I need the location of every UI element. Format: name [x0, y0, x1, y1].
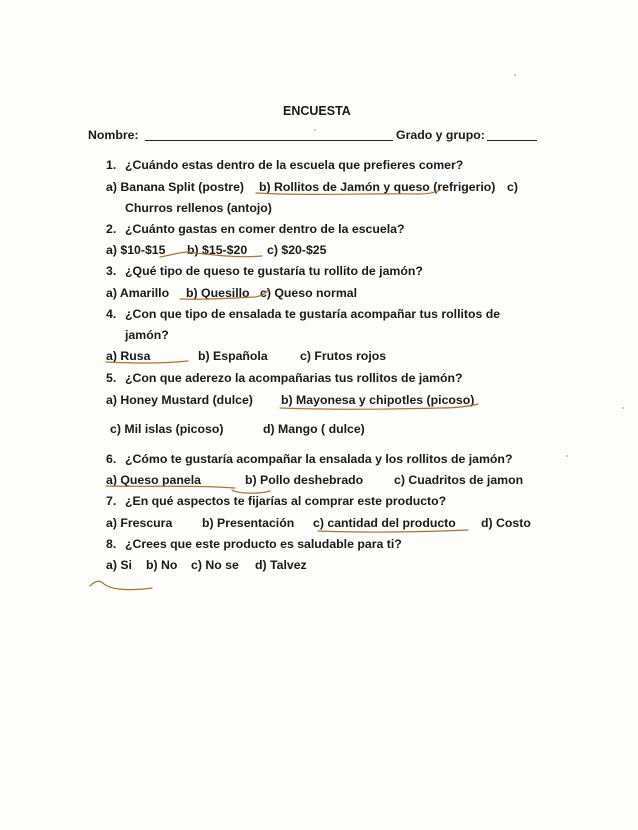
- question-3-number: 3.: [106, 264, 117, 278]
- q5-option-c: c) Mil islas (picoso): [110, 422, 224, 436]
- q7-option-b: b) Presentación: [202, 516, 295, 530]
- q8-answer-mark: [90, 581, 152, 589]
- question-8-text: ¿Crees que este producto es saludable para ti?: [125, 537, 402, 551]
- q5-option-d: d) Mango ( dulce): [263, 422, 365, 436]
- q2-option-a: a) $10-$15: [106, 243, 166, 257]
- scan-speck: [622, 407, 624, 409]
- q7-option-a: a) Frescura: [106, 516, 173, 530]
- q8-option-d: d) Talvez: [255, 558, 307, 572]
- question-5-number: 5.: [106, 371, 117, 385]
- question-1-number: 1.: [106, 158, 117, 172]
- q7-option-d: d) Costo: [481, 516, 531, 530]
- question-2-number: 2.: [106, 222, 117, 236]
- q5-option-a: a) Honey Mustard (dulce): [106, 393, 253, 407]
- q1-option-c-prefix: c): [507, 180, 518, 194]
- question-4-text: ¿Con que tipo de ensalada te gustaría acompañar tus rollitos de: [125, 307, 501, 321]
- q1-option-a: a) Banana Split (postre): [106, 180, 245, 194]
- q1-option-c: Churros rellenos (antojo): [125, 201, 272, 215]
- nombre-label: Nombre:: [88, 128, 139, 142]
- q8-option-c: c) No se: [191, 558, 239, 572]
- question-4-number: 4.: [106, 307, 117, 321]
- q7-underline-mark: [318, 530, 468, 532]
- q8-option-a: a) Si: [106, 558, 132, 572]
- question-5-text: ¿Con que aderezo la acompañarias tus rollitos de jamón?: [125, 371, 463, 385]
- question-6-text: ¿Cómo te gustaría acompañar la ensalada y los rollitos de jamón?: [125, 452, 513, 466]
- question-8-number: 8.: [106, 537, 117, 551]
- q7-option-c: c) cantidad del producto: [313, 516, 456, 530]
- survey-title: ENCUESTA: [283, 104, 351, 118]
- q4-option-c: c) Frutos rojos: [300, 349, 387, 363]
- q4-option-b: b) Española: [198, 349, 268, 363]
- q8-option-b: b) No: [146, 558, 178, 572]
- scan-speck: [566, 455, 568, 457]
- grado-blank[interactable]: [487, 140, 537, 141]
- q3-option-b: b) Quesillo: [186, 286, 250, 300]
- scan-speck: [514, 74, 516, 76]
- question-7-number: 7.: [106, 494, 117, 508]
- question-6-number: 6.: [106, 452, 117, 466]
- nombre-blank[interactable]: [145, 140, 393, 141]
- question-3-text: ¿Qué tipo de queso te gustaría tu rollito de jamón?: [125, 264, 423, 278]
- grado-label: Grado y grupo:: [396, 128, 485, 142]
- question-1-text: ¿Cuándo estas dentro de la escuela que prefieres comer?: [125, 158, 464, 172]
- question-4-text-cont: jamón?: [125, 328, 169, 342]
- question-2-text: ¿Cuánto gastas en comer dentro de la escuela?: [125, 222, 405, 236]
- q6-option-a: a) Queso panela: [106, 473, 201, 487]
- scan-speck: [314, 129, 316, 131]
- q5-option-b: b) Mayonesa y chipotles (picoso): [281, 393, 475, 407]
- q6-underline-mark-2: [232, 490, 270, 493]
- q6-option-b: b) Pollo deshebrado: [245, 473, 364, 487]
- q6-option-c: c) Cuadritos de jamon: [394, 473, 524, 487]
- question-7-text: ¿En qué aspectos te fijarías al comprar este producto?: [125, 494, 447, 508]
- q2-option-c: c) $20-$25: [267, 243, 327, 257]
- q3-option-c: c) Queso normal: [260, 286, 358, 300]
- q4-option-a: a) Rusa: [106, 349, 151, 363]
- q2-option-b: b) $15-$20: [187, 243, 248, 257]
- q3-option-a: a) Amarillo: [106, 286, 170, 300]
- q1-option-b: b) Rollitos de Jamón y queso (refrigerio): [259, 180, 496, 194]
